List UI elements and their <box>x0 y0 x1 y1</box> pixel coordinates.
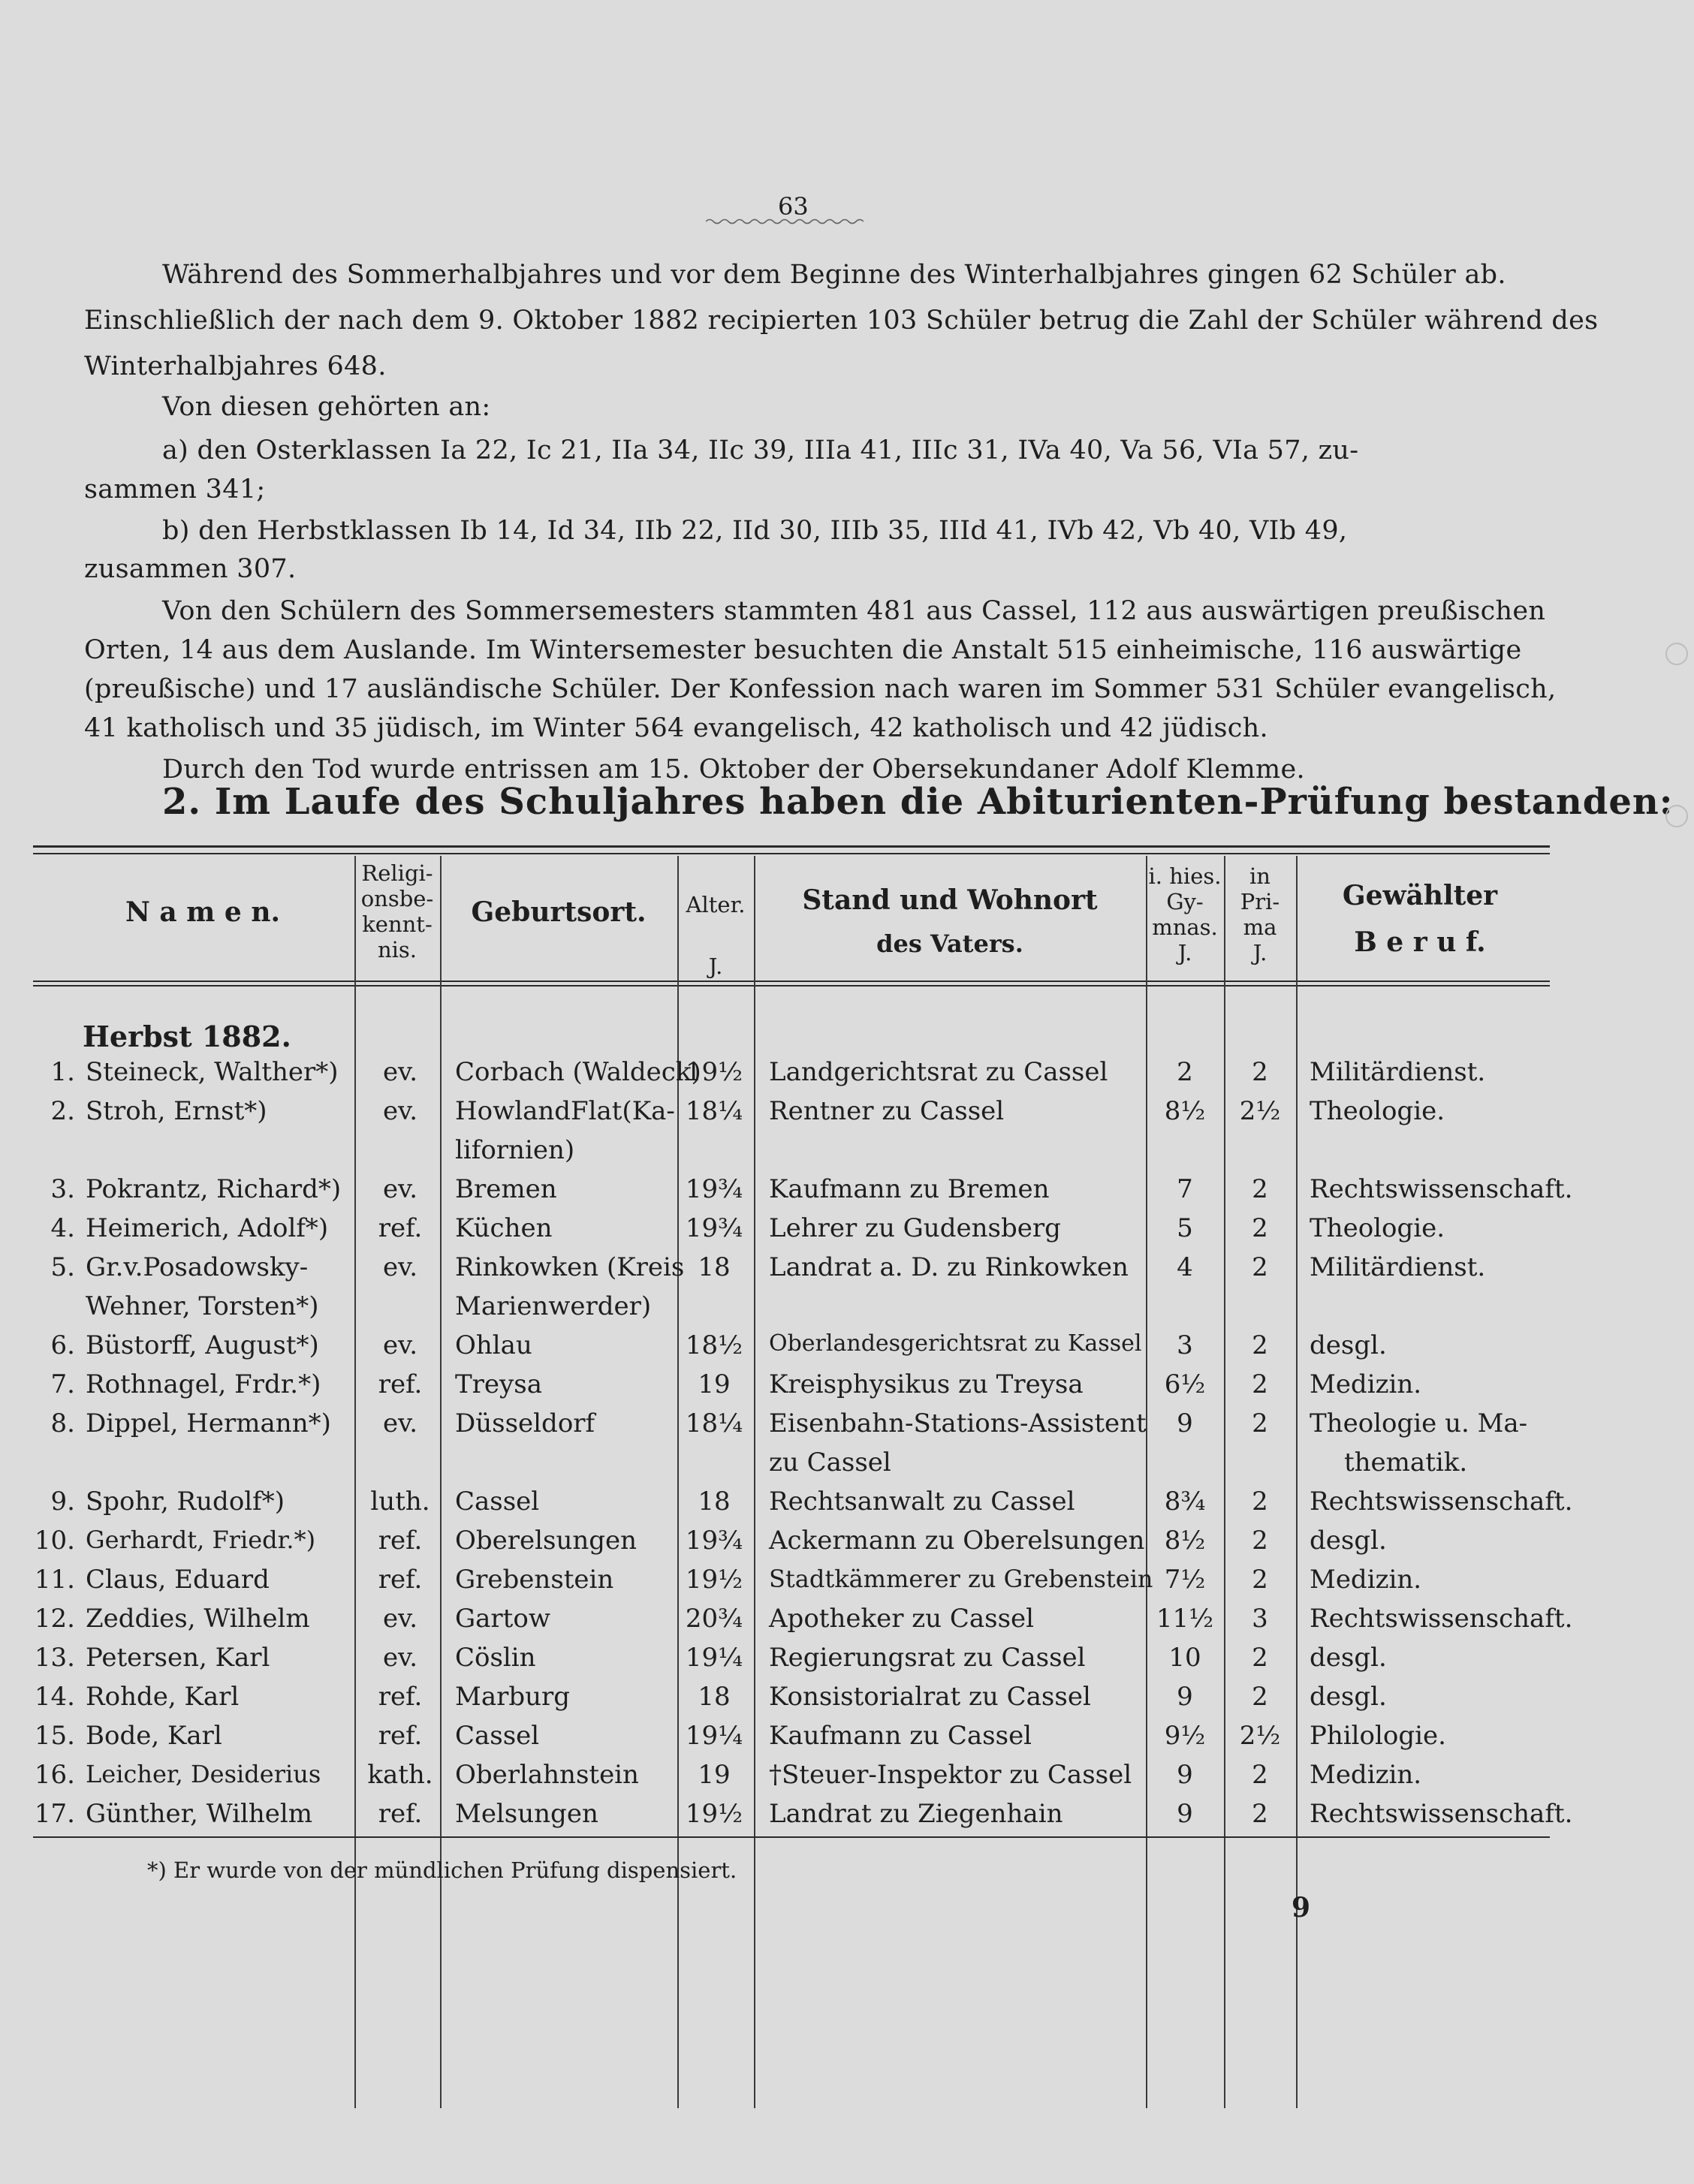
table-row <box>0 1604 1694 1643</box>
birthplace: Bremen <box>455 1174 557 1204</box>
row-number: 5. <box>50 1252 75 1282</box>
student-name: Dippel, Hermann*) <box>86 1408 331 1438</box>
years-prima: 2 <box>1252 1799 1268 1829</box>
section-heading: 2. Im Laufe des Schuljahres haben die Abiturienten-Prüfung bestanden: <box>162 781 1674 823</box>
chosen-career-continued: thematik. <box>1344 1447 1468 1478</box>
chosen-career: desgl. <box>1310 1682 1387 1712</box>
years-prima: 2 <box>1252 1565 1268 1595</box>
years-gymnasium: 8½ <box>1164 1526 1206 1556</box>
chosen-career: Theologie. <box>1310 1213 1445 1243</box>
header-birthplace: Geburtsort. <box>471 896 647 928</box>
chosen-career: desgl. <box>1310 1330 1387 1360</box>
religion: ev. <box>382 1604 418 1634</box>
table-row <box>0 1408 1694 1478</box>
chosen-career: Medizin. <box>1310 1760 1422 1790</box>
page-number: 63 <box>778 192 809 221</box>
years-gymnasium: 11½ <box>1156 1604 1214 1634</box>
father-occupation-continued: zu Cassel <box>769 1447 891 1478</box>
header-age-unit: J. <box>708 953 723 979</box>
years-gymnasium: 9 <box>1177 1408 1193 1438</box>
birthplace: Ohlau <box>455 1330 532 1360</box>
ornament-wavy-line <box>706 216 864 227</box>
religion: ev. <box>382 1330 418 1360</box>
age: 20¾ <box>685 1604 743 1634</box>
header-religion: Religi- onsbe- kennt- nis. <box>360 860 434 962</box>
chosen-career: Rechtswissenschaft. <box>1310 1799 1573 1829</box>
years-gymnasium: 6½ <box>1164 1369 1206 1399</box>
religion: ref. <box>378 1799 423 1829</box>
years-prima: 2 <box>1252 1057 1268 1087</box>
table-header-rule <box>33 981 1550 982</box>
religion: ev. <box>382 1252 418 1282</box>
father-occupation: Kreisphysikus zu Treysa <box>769 1369 1084 1399</box>
row-number: 9. <box>50 1487 75 1517</box>
age: 18 <box>698 1252 731 1282</box>
religion: ref. <box>378 1526 423 1556</box>
intro-line: Winterhalbjahres 648. <box>84 351 387 381</box>
student-name: Claus, Eduard <box>86 1565 270 1595</box>
father-occupation: Landgerichtsrat zu Cassel <box>769 1057 1108 1087</box>
age: 19 <box>698 1369 731 1399</box>
table-row <box>0 1252 1694 1321</box>
header-age: Alter. <box>686 892 746 917</box>
years-prima: 2½ <box>1239 1721 1281 1751</box>
header-father: Stand und Wohnort des Vaters. <box>802 884 1098 958</box>
religion: ref. <box>378 1213 423 1243</box>
table-top-rule <box>33 845 1550 848</box>
chosen-career: Theologie u. Ma- <box>1310 1408 1528 1438</box>
column-divider <box>754 856 755 2108</box>
table-row <box>0 1526 1694 1565</box>
birthplace-continued: lifornien) <box>455 1135 575 1165</box>
column-divider <box>677 856 679 2108</box>
chosen-career: Rechtswissenschaft. <box>1310 1487 1573 1517</box>
age: 19½ <box>685 1565 743 1595</box>
intro-line: zusammen 307. <box>84 554 297 584</box>
row-number: 4. <box>50 1213 75 1243</box>
row-number: 3. <box>50 1174 75 1204</box>
binding-hole <box>1665 805 1688 827</box>
years-gymnasium: 4 <box>1177 1252 1193 1282</box>
table-row <box>0 1760 1694 1799</box>
table-row <box>0 1174 1694 1213</box>
student-name: Leicher, Desiderius <box>86 1760 321 1788</box>
row-number: 1. <box>50 1057 75 1087</box>
column-divider <box>354 856 356 2108</box>
father-occupation: †Steuer-Inspektor zu Cassel <box>769 1760 1132 1790</box>
father-occupation: Kaufmann zu Cassel <box>769 1721 1032 1751</box>
row-number: 13. <box>34 1643 75 1673</box>
birthplace: Gartow <box>455 1604 550 1634</box>
age: 19¾ <box>685 1526 743 1556</box>
row-number: 8. <box>50 1408 75 1438</box>
religion: ref. <box>378 1682 423 1712</box>
father-occupation: Regierungsrat zu Cassel <box>769 1643 1086 1673</box>
years-gymnasium: 8¾ <box>1164 1487 1206 1517</box>
table-row <box>0 1565 1694 1604</box>
years-gymnasium: 3 <box>1177 1330 1193 1360</box>
age: 19¾ <box>685 1213 743 1243</box>
table-row <box>0 1369 1694 1408</box>
years-prima: 3 <box>1252 1604 1268 1634</box>
row-number: 6. <box>50 1330 75 1360</box>
student-name: Zeddies, Wilhelm <box>86 1604 310 1634</box>
birthplace-continued: Marienwerder) <box>455 1291 652 1321</box>
row-number: 7. <box>50 1369 75 1399</box>
chosen-career: Theologie. <box>1310 1096 1445 1126</box>
religion: ev. <box>382 1174 418 1204</box>
row-number: 17. <box>34 1799 75 1829</box>
age: 19½ <box>685 1799 743 1829</box>
years-prima: 2 <box>1252 1760 1268 1790</box>
binding-hole <box>1665 643 1688 665</box>
years-gymnasium: 9 <box>1177 1760 1193 1790</box>
father-occupation: Rechtsanwalt zu Cassel <box>769 1487 1075 1517</box>
years-gymnasium: 9½ <box>1164 1721 1206 1751</box>
student-name: Bode, Karl <box>86 1721 222 1751</box>
student-name: Rohde, Karl <box>86 1682 240 1712</box>
religion: luth. <box>370 1487 430 1517</box>
birthplace: Melsungen <box>455 1799 598 1829</box>
table-row <box>0 1487 1694 1526</box>
years-prima: 2 <box>1252 1682 1268 1712</box>
birthplace: Rinkowken (Kreis <box>455 1252 685 1282</box>
years-gymnasium: 2 <box>1177 1057 1193 1087</box>
student-name: Pokrantz, Richard*) <box>86 1174 342 1204</box>
row-number: 12. <box>34 1604 75 1634</box>
age: 19½ <box>685 1057 743 1087</box>
student-name: Rothnagel, Frdr.*) <box>86 1369 321 1399</box>
intro-line: sammen 341; <box>84 474 266 505</box>
father-occupation: Oberlandesgerichtsrat zu Kassel <box>769 1330 1142 1357</box>
table-header-rule-thin <box>33 985 1550 987</box>
signature-mark: 9 <box>1292 1892 1311 1923</box>
birthplace: Küchen <box>455 1213 553 1243</box>
age: 18¼ <box>685 1096 743 1126</box>
birthplace: HowlandFlat(Ka- <box>455 1096 675 1126</box>
chosen-career: Militärdienst. <box>1310 1057 1486 1087</box>
years-prima: 2 <box>1252 1643 1268 1673</box>
father-occupation: Landrat zu Ziegenhain <box>769 1799 1063 1829</box>
student-name-continued: Wehner, Torsten*) <box>86 1291 319 1321</box>
age: 19¼ <box>685 1643 743 1673</box>
row-number: 16. <box>34 1760 75 1790</box>
father-occupation: Landrat a. D. zu Rinkowken <box>769 1252 1129 1282</box>
header-career: Gewählter B e r u f. <box>1342 880 1498 958</box>
table-row <box>0 1721 1694 1760</box>
column-divider <box>1224 856 1225 2108</box>
chosen-career: desgl. <box>1310 1526 1387 1556</box>
birthplace: Cassel <box>455 1721 540 1751</box>
chosen-career: Militärdienst. <box>1310 1252 1486 1282</box>
table-bottom-rule <box>33 1836 1550 1838</box>
age: 18½ <box>685 1330 743 1360</box>
religion: ref. <box>378 1721 423 1751</box>
intro-line: Einschließlich der nach dem 9. Oktober 1882 recipierten 103 Schüler betrug die Zahl der Schüler während des <box>84 306 1599 336</box>
years-prima: 2 <box>1252 1330 1268 1360</box>
years-gymnasium: 9 <box>1177 1682 1193 1712</box>
age: 19¾ <box>685 1174 743 1204</box>
table-row <box>0 1682 1694 1721</box>
father-occupation: Eisenbahn-Stations-Assistent <box>769 1408 1147 1438</box>
student-name: Steineck, Walther*) <box>86 1057 339 1087</box>
student-name: Gerhardt, Friedr.*) <box>86 1526 316 1554</box>
years-prima: 2½ <box>1239 1096 1281 1126</box>
birthplace: Düsseldorf <box>455 1408 595 1438</box>
religion: ref. <box>378 1369 423 1399</box>
table-top-rule-thin <box>33 853 1550 854</box>
intro-line: a) den Osterklassen Ia 22, Ic 21, IIa 34, IIc 39, IIIa 41, IIIc 31, IVa 40, Va 56, VIa 57, zu- <box>162 435 1359 465</box>
years-gymnasium: 8½ <box>1164 1096 1206 1126</box>
intro-line: Von diesen gehörten an: <box>162 392 491 422</box>
father-occupation: Kaufmann zu Bremen <box>769 1174 1050 1204</box>
religion: ev. <box>382 1408 418 1438</box>
intro-line: b) den Herbstklassen Ib 14, Id 34, IIb 22, IId 30, IIIb 35, IIId 41, IVb 42, Vb 40, VIb 49, <box>162 516 1348 546</box>
row-number: 11. <box>34 1565 75 1595</box>
birthplace: Cassel <box>455 1487 540 1517</box>
age: 18¼ <box>685 1408 743 1438</box>
row-number: 10. <box>34 1526 75 1556</box>
years-gymnasium: 9 <box>1177 1799 1193 1829</box>
chosen-career: Medizin. <box>1310 1369 1422 1399</box>
years-prima: 2 <box>1252 1252 1268 1282</box>
years-gymnasium: 10 <box>1168 1643 1201 1673</box>
chosen-career: desgl. <box>1310 1643 1387 1673</box>
birthplace: Treysa <box>455 1369 542 1399</box>
intro-line: Während des Sommerhalbjahres und vor dem Beginne des Winterhalbjahres gingen 62 Schüler ab. <box>162 260 1506 290</box>
intro-line: Durch den Tod wurde entrissen am 15. Oktober der Obersekundaner Adolf Klemme. <box>162 755 1305 785</box>
student-name: Spohr, Rudolf*) <box>86 1487 285 1517</box>
row-number: 2. <box>50 1096 75 1126</box>
table-row <box>0 1057 1694 1096</box>
column-divider <box>1146 856 1147 2108</box>
religion: ref. <box>378 1565 423 1595</box>
student-name: Petersen, Karl <box>86 1643 270 1673</box>
student-name: Büstorff, August*) <box>86 1330 319 1360</box>
years-prima: 2 <box>1252 1213 1268 1243</box>
header-name: N a m e n. <box>125 896 281 928</box>
age: 18 <box>698 1682 731 1712</box>
column-divider <box>440 856 442 2108</box>
row-number: 14. <box>34 1682 75 1712</box>
birthplace: Corbach (Waldeck) <box>455 1057 701 1087</box>
religion: ev. <box>382 1643 418 1673</box>
religion: kath. <box>367 1760 433 1790</box>
years-prima: 2 <box>1252 1174 1268 1204</box>
birthplace: Marburg <box>455 1682 571 1712</box>
table-row <box>0 1096 1694 1165</box>
footnote: *) Er wurde von der mündlichen Prüfung dispensiert. <box>147 1857 737 1883</box>
birthplace: Grebenstein <box>455 1565 614 1595</box>
table-row <box>0 1643 1694 1682</box>
chosen-career: Philologie. <box>1310 1721 1446 1751</box>
age: 19 <box>698 1760 731 1790</box>
student-name: Günther, Wilhelm <box>86 1799 312 1829</box>
chosen-career: Rechtswissenschaft. <box>1310 1604 1573 1634</box>
row-number: 15. <box>34 1721 75 1751</box>
birthplace: Oberlahnstein <box>455 1760 639 1790</box>
student-name: Heimerich, Adolf*) <box>86 1213 329 1243</box>
years-prima: 2 <box>1252 1487 1268 1517</box>
years-prima: 2 <box>1252 1526 1268 1556</box>
intro-line: Von den Schülern des Sommersemesters stammten 481 aus Cassel, 112 aus auswärtigen preußischen <box>162 596 1546 626</box>
father-occupation: Ackermann zu Oberelsungen <box>769 1526 1145 1556</box>
student-name: Gr.v.Posadowsky- <box>86 1252 309 1282</box>
table-row <box>0 1799 1694 1838</box>
father-occupation: Lehrer zu Gudensberg <box>769 1213 1061 1243</box>
years-prima: 2 <box>1252 1369 1268 1399</box>
table-row <box>0 1213 1694 1252</box>
years-gymnasium: 7 <box>1177 1174 1193 1204</box>
religion: ev. <box>382 1096 418 1126</box>
age: 19¼ <box>685 1721 743 1751</box>
intro-line: 41 katholisch und 35 jüdisch, im Winter 564 evangelisch, 42 katholisch und 42 jüdisch. <box>84 713 1268 743</box>
birthplace: Oberelsungen <box>455 1526 638 1556</box>
header-gym: i. hies. Gy- mnas. J. <box>1148 863 1222 965</box>
birthplace: Cöslin <box>455 1643 536 1673</box>
father-occupation: Konsistorialrat zu Cassel <box>769 1682 1091 1712</box>
age: 18 <box>698 1487 731 1517</box>
religion: ev. <box>382 1057 418 1087</box>
years-gymnasium: 5 <box>1177 1213 1193 1243</box>
chosen-career: Rechtswissenschaft. <box>1310 1174 1573 1204</box>
intro-line: Orten, 14 aus dem Auslande. Im Wintersemester besuchten die Anstalt 515 einheimische, 116 auswärtige <box>84 635 1522 665</box>
father-occupation: Rentner zu Cassel <box>769 1096 1005 1126</box>
chosen-career: Medizin. <box>1310 1565 1422 1595</box>
years-prima: 2 <box>1252 1408 1268 1438</box>
intro-line: (preußische) und 17 ausländische Schüler. Der Konfession nach waren im Sommer 531 Schüler evangelisch, <box>84 674 1557 704</box>
father-occupation: Apotheker zu Cassel <box>769 1604 1035 1634</box>
years-gymnasium: 7½ <box>1164 1565 1206 1595</box>
header-prima: in Pri- ma J. <box>1240 863 1280 965</box>
season-label: Herbst 1882. <box>83 1020 291 1053</box>
student-name: Stroh, Ernst*) <box>86 1096 267 1126</box>
table-row <box>0 1330 1694 1369</box>
father-occupation: Stadtkämmerer zu Grebenstein <box>769 1565 1153 1593</box>
